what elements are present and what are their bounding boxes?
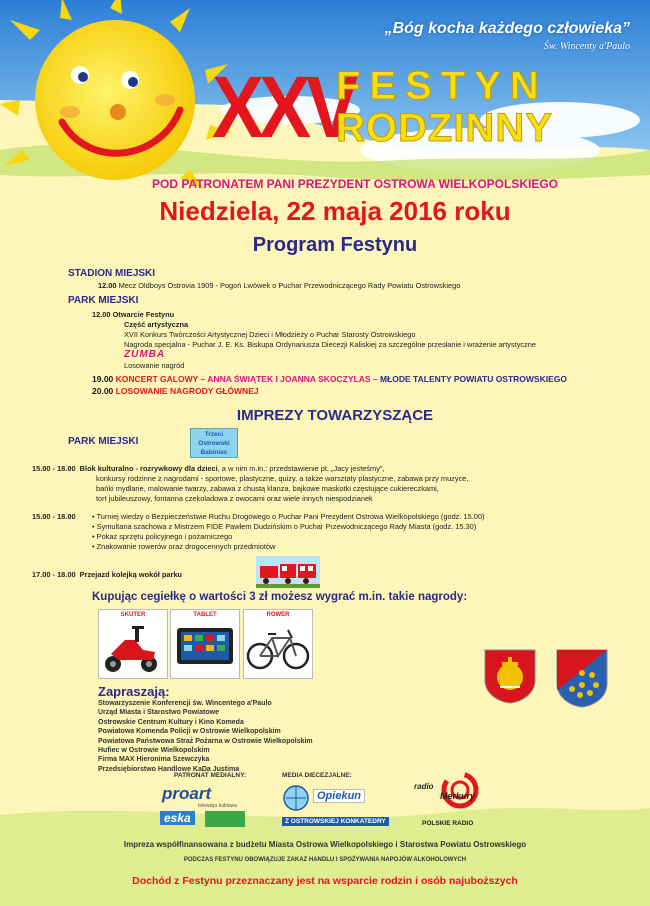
prize-label: ROWER [266, 612, 290, 618]
prizes-title: Kupując cegiełkę o wartości 3 zł możesz wygrać m.in. takie nagrody: [92, 591, 468, 603]
scooter-icon [99, 610, 167, 678]
main-prize-label: LOSOWANIE NAGRODY GŁÓWNEJ [115, 386, 259, 396]
event-list-item: • Pokaz sprzętu policyjnego i pożarniczego [92, 532, 233, 541]
venue-park-accompanying: PARK MIEJSKI [68, 436, 139, 447]
prize-label: TABLET [193, 612, 217, 618]
badge-line: Babiniec [200, 449, 228, 456]
event-list-item: • Turniej wiedzy o Bezpieczeństwie Ruchu Drogowego o Puchar Pani Prezydent Ostrowa Wielkopolskiego (godz. 15.00) [92, 512, 485, 521]
event-line: bańki mydlane, malowanie twarzy, zabawa z chustą klanza, bajkowe maskotki częstujące cukiereczkami, [96, 484, 439, 493]
organizer-item: Hufiec w Ostrowie Wielkopolskim [98, 747, 210, 755]
concert-label: KONCERT GALOWY [115, 374, 199, 384]
event-line: tort jubileuszowy, fontanna czekoladowa z owocami oraz wiele innych niespodzianek [96, 494, 373, 503]
time: 15.00 - 18.00 [32, 464, 76, 473]
prize-bicycle [243, 609, 313, 679]
item-text: Mecz Oldboys Ostrovia 1909 - Pogoń Lwówek o Puchar Przewodniczącego Rady Powiatu Ostrowskiego [118, 281, 461, 290]
edition-number: XXV [212, 57, 354, 156]
tablet-icon [171, 610, 239, 678]
bicycle-icon [244, 610, 312, 678]
program-item-main-prize [92, 386, 259, 396]
prize-scooter [98, 609, 168, 679]
event-title: Blok kulturalno - rozrywkowy dla dzieci [79, 464, 218, 473]
radio-label: radio [414, 782, 434, 791]
diocese-globe-icon [283, 785, 309, 811]
prize-tablet [170, 609, 240, 679]
time: 15.00 - 18.00 [32, 512, 76, 521]
title-rodzinny: RODZINNY [336, 106, 553, 150]
organizer-item: Powiatowa Komenda Policji w Ostrowie Wielkopolskim [98, 728, 281, 736]
artistic-part: Część artystyczna [124, 320, 189, 329]
item-text: Otwarcie Festynu [112, 310, 175, 319]
time: 12.00 [92, 310, 111, 319]
venue-stadion: STADION MIEJSKI [68, 268, 156, 279]
event-children-block [32, 464, 384, 474]
merkury-label: Merkury [440, 791, 476, 801]
organizer-item: Urząd Miasta i Starostwo Powiatowe [98, 709, 219, 717]
organizer-item: Ostrowskie Centrum Kultury i Kino Komeda [98, 718, 244, 726]
organizer-item: Firma MAX Hieronima Szewczyka [98, 756, 210, 764]
badge-line: Ostrowski [198, 440, 230, 447]
eska-partner-logo [205, 811, 245, 827]
event-title: Przejazd kolejką wokół parku [79, 570, 182, 579]
event-list-item: • Symultana szachowa z Mistrzem FIDE Pawłem Dudzińskim o Puchar Przewodniczącego Rady Miasta (godz. 15.30) [92, 522, 477, 531]
venue-park: PARK MIEJSKI [68, 295, 139, 306]
prize-label: SKUTER [120, 612, 146, 618]
konkatedra-logo: Z OSTROWSKIEJ KONKATEDRY [282, 817, 389, 826]
media-patron-label: PATRONAT MEDIALNY: [174, 772, 247, 779]
badge-line: Trzeci [204, 431, 224, 438]
time: 20.00 [92, 386, 114, 396]
event-list-item: • Znakowanie rowerów oraz drogocennych przedmiotów [92, 542, 276, 551]
patronage: POD PATRONATEM PANI PREZYDENT OSTROWA WIELKOPOLSKIEGO [151, 177, 558, 191]
babiniec-badge [190, 428, 238, 458]
train-icon [256, 556, 320, 588]
contest-text: XVII Konkurs Twórczości Artystycznej Dzieci i Młodzieży o Puchar Starosty Ostrowskiego [124, 330, 416, 339]
event-line: konkursy rodzinne z nagrodami - sportowe, plastyczne, quizy, a także warsztaty plastyczne, zabawa przy muzyce, [96, 474, 469, 483]
event-date: Niedziela, 22 maja 2016 roku [159, 196, 511, 226]
zumba-label: ZUMBA [124, 349, 166, 360]
proart-name: proart [162, 784, 212, 803]
event-train [32, 570, 182, 580]
organizer-item: Stowarzyszenie Konferencji św. Wincentego a'Paulo [98, 700, 272, 707]
organizers-list [98, 699, 313, 774]
motto: „Bóg kocha każdego człowieka” [384, 20, 630, 37]
talents-label: MŁODE TALENTY POWIATU OSTROWSKIEGO [380, 374, 567, 384]
organizer-item: Powiatowa Państwowa Straż Pożarna w Ostrowie Wielkopolskim [98, 737, 313, 745]
organizers-title: Zapraszają: [98, 684, 170, 699]
event-text: , a w nim m.in.: przedstawienie pt. „Jacy jesteśmy”, [217, 464, 385, 473]
diocese-media-label: MEDIA DIECEZJALNE: [282, 772, 352, 779]
performers: – ANNA ŚWIĄTEK I JOANNA SKOCZYLAS – [200, 374, 378, 384]
radio-merkury-swirl-icon [440, 770, 480, 810]
proart-subtitle: telewizja kablowa [198, 803, 237, 809]
time: 17.00 - 18.00 [32, 570, 76, 579]
proceeds-note: Dochód z Festynu przeznaczany jest na wsparcie rodzin i osób najuboższych [132, 875, 518, 887]
alcohol-ban-note: PODCZAS FESTYNU OBOWIĄZUJE ZAKAZ HANDLU I SPOŻYWANIA NAPOJÓW ALKOHOLOWYCH [183, 857, 467, 863]
program-item [98, 281, 460, 291]
program-item [92, 310, 174, 320]
proart-logo [162, 784, 211, 804]
motto-author: Św. Wincenty a'Paulo [543, 41, 630, 52]
cofinance-note: Impreza współfinansowana z budżetu Miasta Ostrowa Wielkopolskiego i Starostwa Powiatu Ostrowskiego [123, 840, 527, 849]
time: 19.00 [92, 374, 114, 384]
special-prize-text: Nagroda specjalna - Puchar J. E. Ks. Biskupa Ordynariusza Diecezji Kaliskiej za szczególne przesłanie i wrażenie artystyczne [124, 340, 537, 349]
time: 12.00 [98, 281, 117, 290]
city-coat-of-arms [480, 645, 540, 705]
program-title: Program Festynu [252, 234, 418, 256]
county-coat-of-arms [552, 645, 612, 709]
title-festyn: FESTYN [336, 64, 548, 108]
organizer-item: Przedsiębiorstwo Handlowe KaDa Justima [98, 765, 240, 773]
polskie-radio-label: POLSKIE RADIO [422, 820, 474, 827]
program-item-concert [92, 374, 567, 384]
raffle-text: Losowanie nagród [124, 361, 185, 370]
eska-logo: eska [160, 811, 195, 825]
opiekun-logo: Opiekun [313, 789, 365, 803]
accompanying-title: IMPREZY TOWARZYSZĄCE [236, 407, 434, 424]
